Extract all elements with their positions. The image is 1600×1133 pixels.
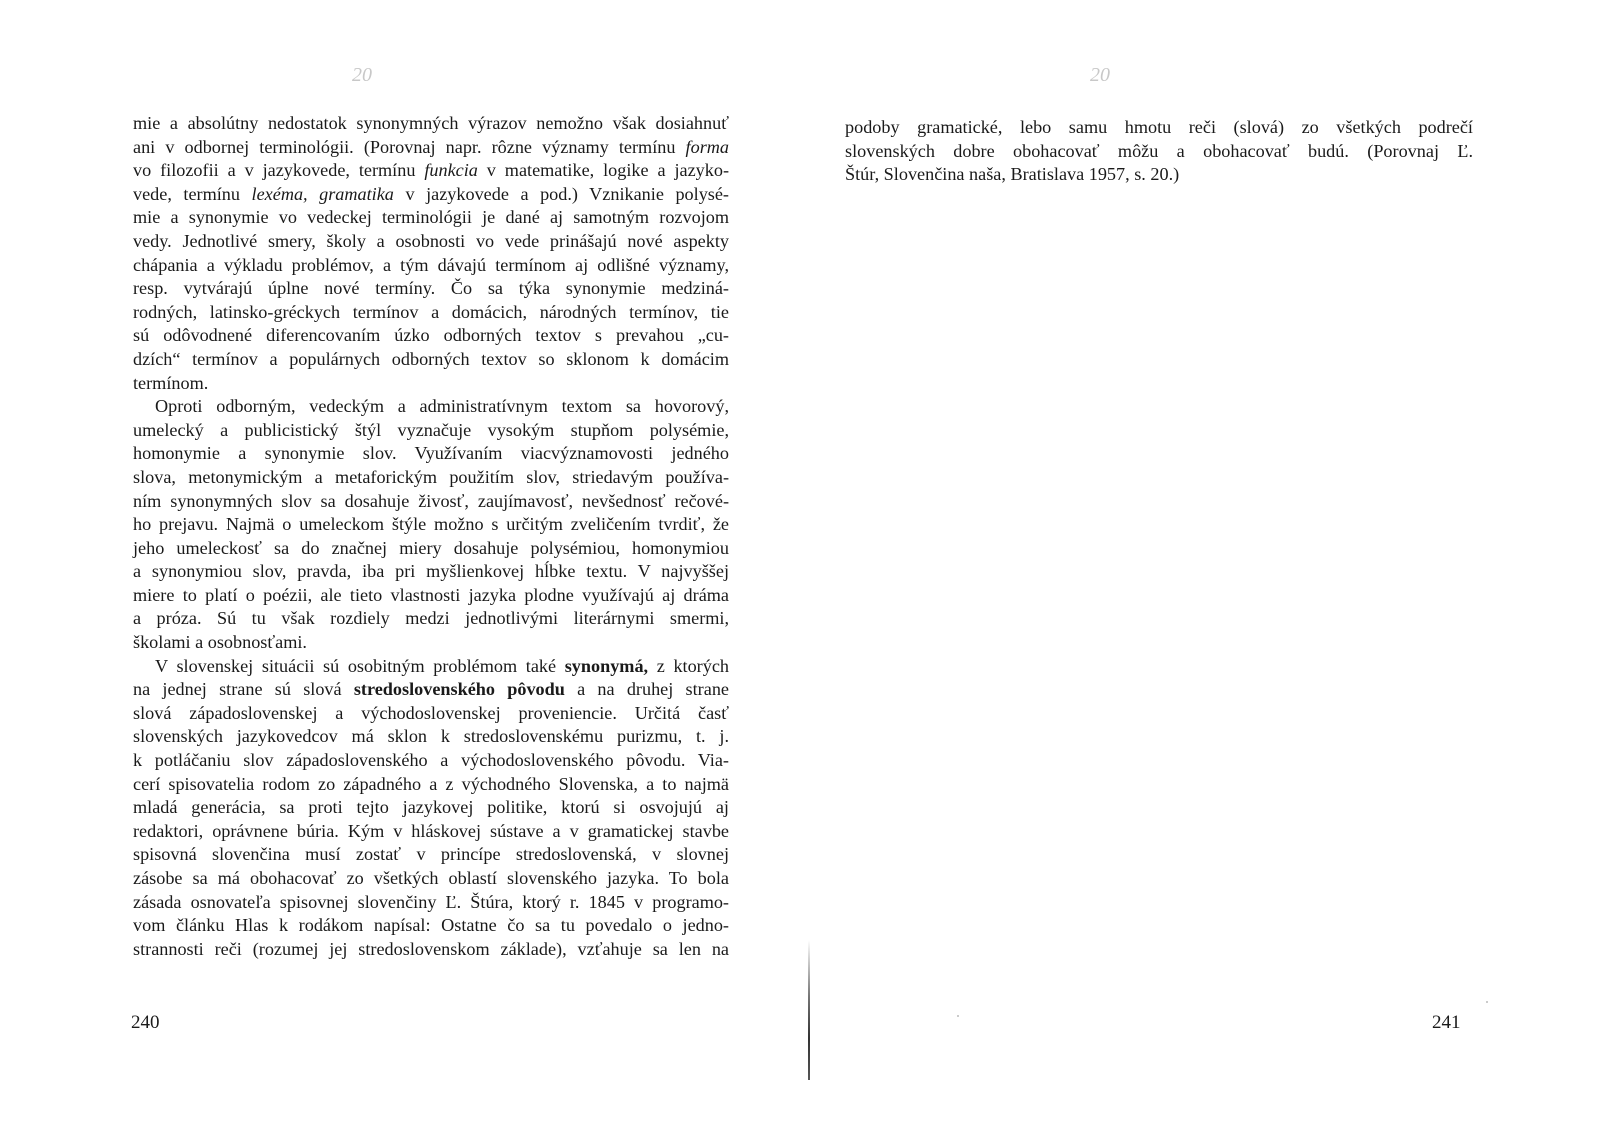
page-stamp: 20 [352, 64, 372, 86]
text-line: sú odôvodnené diferencovaním úzko odborných textov s prevahou „cu- [133, 325, 729, 346]
text-line: slovenských jazykovedcov má sklon k stredoslovenskému purizmu, t. j. [133, 726, 729, 747]
text-line: mie a synonymie vo vedeckej terminológii je dané aj samotným rozvojom [133, 207, 729, 228]
text-line: slovenských dobre obohacovať môžu a obohacovať budú. (Porovnaj Ľ. [845, 140, 1473, 161]
text-line: termínom. [133, 372, 209, 393]
page-number: 241 [1432, 1012, 1461, 1033]
page-stamp: 20 [1090, 64, 1110, 86]
text-line: vedy. Jednotlivé smery, školy a osobnosti vo vede prinášajú nové aspekty [133, 230, 729, 251]
text-line: chápania a výkladu problémov, a tým dávajú termínom aj odlišné významy, [133, 254, 729, 275]
text-line: zásobe sa má obohacovať zo všetkých oblastí slovenského jazyka. To bola [133, 868, 729, 888]
text-line: V slovenskej situácii sú osobitným problémom také synonymá, z ktorých [155, 655, 729, 676]
text-line: školami a osobnosťami. [133, 632, 307, 653]
text-line: dzích“ termínov a populárnych odborných textov so sklonom k domácim [133, 348, 729, 369]
text-line: cerí spisovatelia rodom zo západného a z východného Slovenska, a to najmä [133, 773, 729, 794]
page-number: 240 [131, 1012, 160, 1033]
text-line: podoby gramatické, lebo samu hmotu reči (slová) zo všetkých podrečí [845, 117, 1473, 137]
text-line: na jednej strane sú slová stredoslovenského pôvodu a na druhej strane [133, 679, 729, 700]
text-line: spisovná slovenčina musí zostať v princípe stredoslovenská, v slovnej [133, 844, 729, 865]
text-line: ho prejavu. Najmä o umeleckom štýle možno s určitým zveličením tvrdiť, že [133, 514, 729, 535]
text-line: strannosti reči (rozumej jej stredoslovenskom základe), vzťahuje sa len na [133, 938, 729, 959]
text-line: Oproti odborným, vedeckým a administratívnym textom sa hovorový, [155, 396, 729, 417]
left-page [0, 0, 790, 1133]
text-line: vom článku Hlas k rodákom napísal: Ostatne čo sa tu povedalo o jedno- [133, 915, 729, 936]
text-line: jeho umeleckosť sa do značnej miery dosahuje polysémiou, homonymiou [133, 537, 729, 558]
text-line: miere to platí o poézii, ale tieto vlastnosti jazyka plodne využívajú aj dráma [133, 584, 729, 605]
text-line: rodných, latinsko-gréckych termínov a domácich, národných termínov, tie [133, 301, 729, 322]
body-text [133, 112, 729, 961]
text-line: Štúr, Slovenčina naša, Bratislava 1957, s. 20.) [845, 164, 1180, 185]
text-line: ním synonymných slov sa dosahuje živosť, zaujímavosť, nevšednosť rečové- [133, 490, 729, 511]
body-text [845, 116, 1473, 187]
text-line: ani v odbornej terminológii. (Porovnaj napr. rôzne významy termínu forma [133, 136, 729, 157]
text-line: slová západoslovenskej a východoslovenskej proveniencie. Určitá časť [133, 702, 729, 723]
text-line: zásada osnovateľa spisovnej slovenčiny Ľ. Štúra, ktorý r. 1845 v programo- [133, 891, 729, 912]
text-line: vo filozofii a v jazykovede, termínu funkcia v matematike, logike a jazyko- [133, 160, 729, 181]
scan-speck [1486, 1001, 1488, 1003]
text-line: redaktori, oprávnene búria. Kým v hláskovej sústave a v gramatickej stavbe [133, 820, 729, 841]
text-line: a próza. Sú tu však rozdiely medzi jednotlivými literárnymi smermi, [133, 608, 729, 629]
right-page [800, 0, 1600, 1133]
text-line: umelecký a publicistický štýl vyznačuje vysokým stupňom polysémie, [133, 419, 729, 440]
text-line: vede, termínu lexéma, gramatika v jazykovede a pod.) Vznikanie polysé- [133, 183, 729, 204]
text-line: slova, metonymickým a metaforickým použitím slov, striedavým používa- [133, 466, 729, 487]
text-line: homonymie a synonymie slov. Využívaním viacvýznamovosti jedného [133, 443, 729, 464]
text-line: resp. vytvárajú úplne nové termíny. Čo sa týka synonymie medziná- [133, 278, 729, 299]
text-line: k potláčaniu slov západoslovenského a východoslovenského pôvodu. Via- [133, 750, 729, 771]
text-line: mie a absolútny nedostatok synonymných výrazov nemožno však dosiahnuť [133, 113, 729, 133]
text-line: a synonymiou slov, pravda, iba pri myšlienkovej hĺbke textu. V najvyššej [133, 561, 729, 582]
text-line: mladá generácia, sa proti tejto jazykovej politike, ktorú si osvojujú aj [133, 797, 729, 818]
scan-speck [957, 1015, 959, 1017]
